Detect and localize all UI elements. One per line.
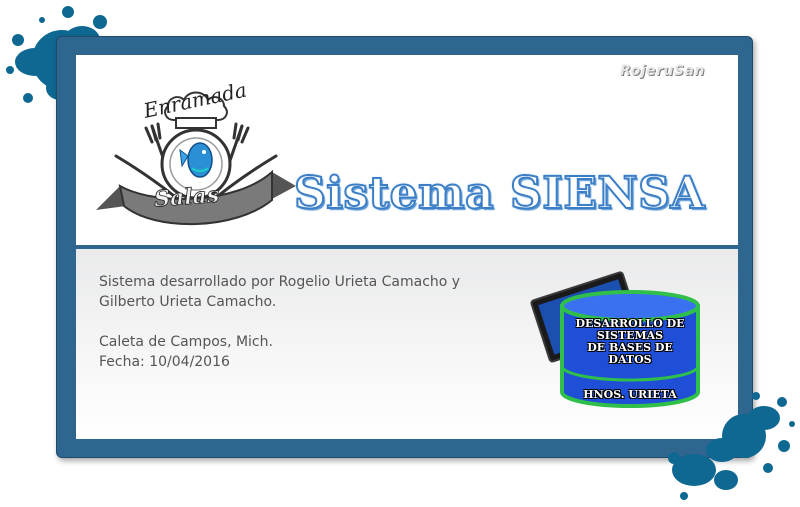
badge-line-2: SISTEMAS xyxy=(596,329,664,342)
credits-line-1: Sistema desarrollado por Rogelio Urieta Camacho y xyxy=(99,274,461,290)
ink-splat-bottom-right xyxy=(664,388,800,507)
badge-line-1: DESARROLLO DE xyxy=(575,317,685,330)
credits-line-2: Gilberto Urieta Camacho. xyxy=(99,294,277,310)
author-watermark: RojeruSan xyxy=(620,63,705,79)
badge-title xyxy=(562,318,698,366)
logo-top-text: Enramada xyxy=(141,77,249,123)
header-separator xyxy=(76,245,738,248)
logo-ribbon-text: Salas xyxy=(153,181,221,213)
info-text xyxy=(99,272,460,372)
badge-line-3: DE BASES DE xyxy=(587,341,673,354)
date-text: Fecha: 10/04/2016 xyxy=(99,354,230,370)
page-title: Sistema SIENSA xyxy=(294,168,705,219)
location-text: Caleta de Campos, Mich. xyxy=(99,334,273,350)
badge-footer: HNOS. URIETA xyxy=(583,388,677,401)
spacer xyxy=(99,312,460,332)
badge-line-4: DATOS xyxy=(608,353,652,366)
restaurant-logo-text xyxy=(140,76,270,216)
